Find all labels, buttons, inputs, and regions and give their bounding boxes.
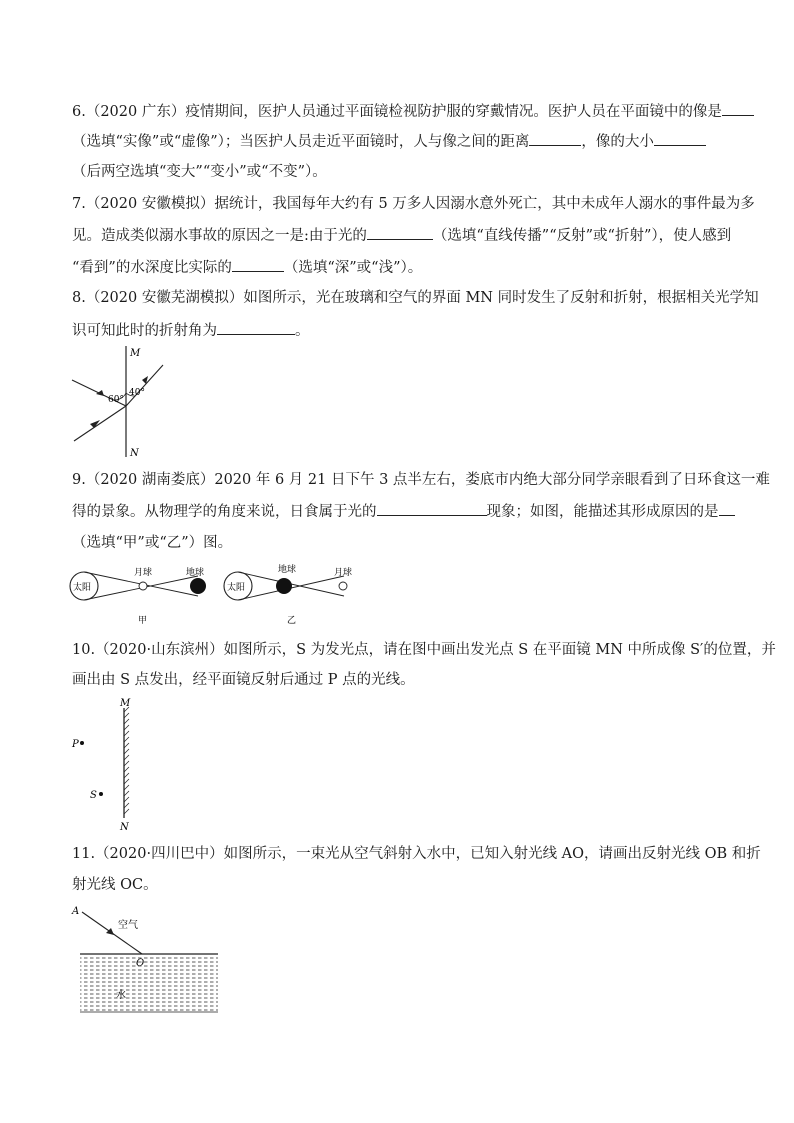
q11-label-o: O (136, 958, 145, 969)
q11-line-2 (72, 874, 158, 896)
q8-arrow-1 (96, 390, 104, 396)
q6-text-3: （后两空选填“变大”“变小”或“不变”）。 (72, 164, 327, 180)
q10-point-s (99, 792, 103, 796)
q9-text-3: （选填“甲”或“乙”）图。 (72, 535, 233, 551)
q8-label-angle-40: 40° (129, 388, 145, 398)
q9-diagram-yi (224, 563, 352, 626)
q8-line-2 (72, 320, 310, 342)
q8-ray-upper-right (126, 365, 163, 406)
q9-line-1 (72, 469, 770, 491)
q7-line-1 (72, 193, 755, 215)
q11-label-water: 水 (116, 990, 126, 1001)
q6-line-2 (72, 131, 706, 153)
q9-figure-eclipse (66, 562, 366, 628)
q9-yi-earth-label: 地球 (278, 565, 297, 575)
q11-water-region (80, 954, 218, 1012)
q9-jia-moon-label: 月球 (134, 568, 153, 578)
q6-text-2a: （选填“实像”或“虚像”）；当医护人员走近平面镜时，人与像之间的距离 (72, 134, 530, 150)
q9-jia-earth-label: 地球 (186, 568, 205, 578)
q10-label-n: N (120, 822, 129, 833)
q10-line-1 (72, 639, 776, 661)
q6-text-2b: ，像的大小 (581, 134, 654, 150)
q11-figure-air-water (66, 900, 226, 1018)
q8-text-2: 识可知此时的折射角为 (72, 323, 217, 339)
q6-blank-2[interactable] (529, 131, 581, 146)
q9-yi-moon-label: 月球 (334, 568, 353, 578)
q7-line-2 (72, 225, 731, 247)
q7-line-3 (72, 257, 422, 279)
q9-yi-earth (276, 578, 292, 594)
q7-text-3a: “看到”的水深度比实际的 (72, 260, 232, 276)
q8-figure-refraction (60, 340, 190, 465)
q6-line-1 (72, 101, 754, 123)
q9-line-2 (72, 501, 735, 523)
q10-point-p (80, 741, 84, 745)
q10-label-p: P (72, 739, 79, 750)
q7-text-2a: 见。造成类似溺水事故的原因之一是:由于光的 (72, 228, 367, 244)
q8-blank-1[interactable] (217, 320, 295, 335)
q9-diagram-jia (70, 566, 206, 626)
q9-yi-sun-label: 太阳 (227, 583, 246, 593)
q6-line-3 (72, 161, 327, 183)
q6-blank-3[interactable] (654, 131, 706, 146)
q7-blank-2[interactable] (232, 257, 284, 272)
q7-text-3b: （选填“深”或“浅”）。 (283, 260, 423, 276)
q10-label-s: S (90, 790, 97, 801)
q7-text-1: 7.（2020 安徽模拟）据统计，我国每年大约有 5 万多人因溺水意外死亡，其中未成年人溺水的事件最为多 (72, 196, 755, 212)
q8-text-1: 8.（2020 安徽芜湖模拟）如图所示，光在玻璃和空气的界面 MN 同时发生了反射和折射，根据相关光学知 (72, 290, 759, 306)
q7-blank-1[interactable] (367, 225, 433, 240)
q10-mirror-hatching (124, 707, 129, 814)
q8-label-angle-60: 60° (108, 395, 124, 405)
q9-line-3 (72, 532, 232, 554)
q9-caption-jia: 甲 (138, 616, 148, 626)
q7-text-2b: （选填“直线传播”“反射”或“折射”），使人感到 (432, 228, 732, 244)
q10-figure-mirror (66, 694, 156, 834)
q10-text-2: 画出由 S 点发出，经平面镜反射后通过 P 点的光线。 (72, 672, 415, 688)
q9-text-2a: 得的景象。从物理学的角度来说，日食属于光的 (72, 504, 377, 520)
q8-label-n: N (130, 448, 139, 459)
q8-line-1 (72, 287, 759, 309)
q10-line-2 (72, 669, 415, 691)
q10-label-m: M (120, 698, 131, 709)
q8-text-2-end: 。 (295, 323, 310, 339)
q9-caption-yi: 乙 (287, 616, 297, 626)
q9-jia-earth (190, 578, 206, 594)
q11-line-1 (72, 843, 761, 865)
q11-text-2: 射光线 OC。 (72, 877, 158, 893)
q9-blank-2[interactable] (719, 501, 735, 516)
q9-text-2b: 现象；如图，能描述其形成原因的是 (486, 504, 719, 520)
q9-jia-moon (139, 582, 147, 590)
q8-ray-lower-left (74, 406, 126, 441)
q6-text-1: 6.（2020 广东）疫情期间，医护人员通过平面镜检视防护服的穿戴情况。医护人员在平面镜中的像是 (72, 104, 722, 120)
q9-yi-moon (339, 582, 347, 590)
q11-label-a: A (72, 906, 80, 917)
q9-jia-sun-label: 太阳 (73, 583, 92, 593)
q11-text-1: 11.（2020·四川巴中）如图所示，一束光从空气斜射入水中，已知入射光线 AO，请画出反射光线 OB 和折 (72, 846, 761, 862)
q9-blank-1[interactable] (377, 501, 487, 516)
q6-blank-1[interactable] (722, 101, 754, 116)
q8-label-m: M (130, 348, 141, 359)
q10-text-1: 10.（2020·山东滨州）如图所示，S 为发光点，请在图中画出发光点 S 在平面镜 MN 中所成像 S′的位置，并 (72, 642, 776, 658)
q11-label-air: 空气 (118, 920, 138, 931)
q9-text-1: 9.（2020 湖南娄底）2020 年 6 月 21 日下午 3 点半左右，娄底市内绝大部分同学亲眼看到了日环食这一难 (72, 472, 770, 488)
